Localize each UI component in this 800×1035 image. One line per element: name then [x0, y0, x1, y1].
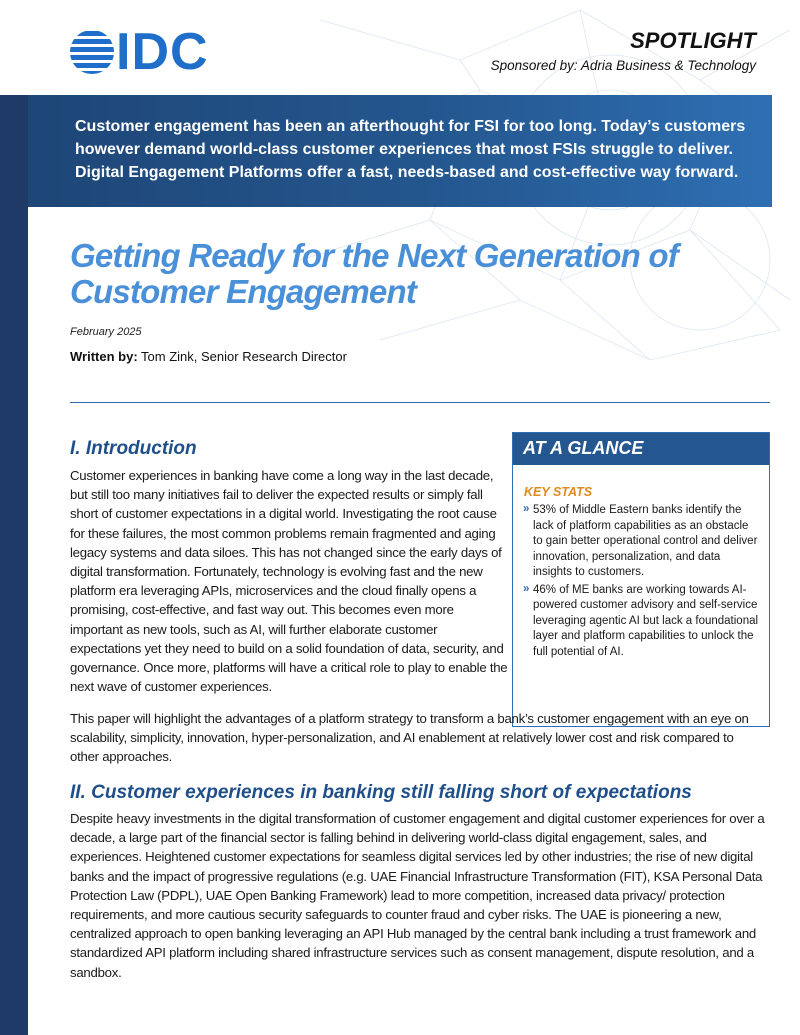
- paper-overview-paragraph: This paper will highlight the advantages of a platform strategy to transform a bank’s customer engagement with an eye on scalability, simplicity, innovation, hyper-personalization, and AI enablement at relatively lower cost and risk compared to other approaches.: [70, 711, 749, 765]
- sponsor-line: Sponsored by: Adria Business & Technology: [490, 58, 756, 73]
- at-a-glance-box: [512, 432, 770, 727]
- section-2-paragraph: Despite heavy investments in the digital transformation of customer engagement and digital customer experiences for over a decade, a large part of the financial sector is falling behind in delivering world-class digital engagement, sales, and experiences. Heightened customer expectations for seamless digital services led by other industries; the rise of new digital banks and the impact of progressive regulations (e.g. UAE Financial Infrastructure Transformation (FIT), KSA Personal Data Protection Law (PDPL), UAE Open Banking Framework) lead to more competition, increased data privacy/ protection requirements, and more cautious security safeguards to counter fraud and cyber risks. The UAE is pioneering a new, centralized approach to open banking leveraging an API Hub managed by the central bank including a trust framework and standardized API platform including shared infrastructure services such as consent management, dispute resolution, and a sandbox.: [70, 811, 765, 980]
- chevron-bullet-icon: »: [523, 503, 530, 515]
- key-stats-list: [523, 503, 759, 660]
- banner-text: Customer engagement has been an afterthought for FSI for too long. Today’s customers however demand world-class customer experiences that most FSIs struggle to deliver. Digital Engagement Platforms offer a fast, needs-based and cost-effective way forward.: [75, 118, 746, 181]
- key-stat-item: [523, 503, 759, 581]
- key-stat-text: 46% of ME banks are working towards AI-powered customer advisory and self-service leveraging agentic AI but lack a foundational layer and platform capabilities to unlock the full potential of AI.: [533, 583, 759, 658]
- section-2-heading: II. Customer experiences in banking still falling short of expectations: [70, 782, 692, 803]
- chevron-bullet-icon: »: [523, 582, 530, 595]
- spotlight-label: SPOTLIGHT: [630, 28, 756, 53]
- key-stats-heading: KEY STATS: [524, 485, 593, 499]
- title-line-2: Customer Engagement: [70, 273, 417, 310]
- idc-logo-text: IDC: [116, 23, 209, 81]
- publication-date: February 2025: [70, 326, 142, 338]
- introduction-heading: I. Introduction: [70, 438, 197, 459]
- author-line: [70, 349, 347, 364]
- author-label: Written by:: [70, 349, 138, 364]
- key-stat-text: 53% of Middle Eastern banks identify the lack of platform capabilities as an obstacle to gain better operational control and deliver innovation, personalization, and data insights to customers.: [533, 504, 758, 578]
- page-title: [70, 238, 730, 310]
- key-stat-item: [523, 583, 759, 661]
- at-a-glance-heading: AT A GLANCE: [513, 433, 769, 465]
- summary-banner: [28, 95, 772, 207]
- title-line-1: Getting Ready for the Next Generation of: [70, 237, 678, 274]
- left-rail: [0, 95, 28, 1035]
- divider-rule: [70, 402, 770, 403]
- author-name: Tom Zink, Senior Research Director: [141, 349, 347, 364]
- introduction-paragraph: Customer experiences in banking have come a long way in the last decade, but still too many initiatives fail to deliver the expected results or simply fall short of customer expectations in a digital world. Investigating the root cause for these failures, the most common problems remain fragmented and aging legacy systems and data siloes. This has not changed since the early days of digital transformation. Fortunately, technology is evolving fast and the new platform era leveraging APIs, microservices and the cloud finally opens a promising, cost-effective, and fast way out. This becomes even more important as new tools, such as AI, will further elaborate customer expectations yet they need to build on a solid foundation of data, security, and governance. Once more, platforms will have a critical role to play to enable the next wave of customer experiences.: [70, 468, 508, 695]
